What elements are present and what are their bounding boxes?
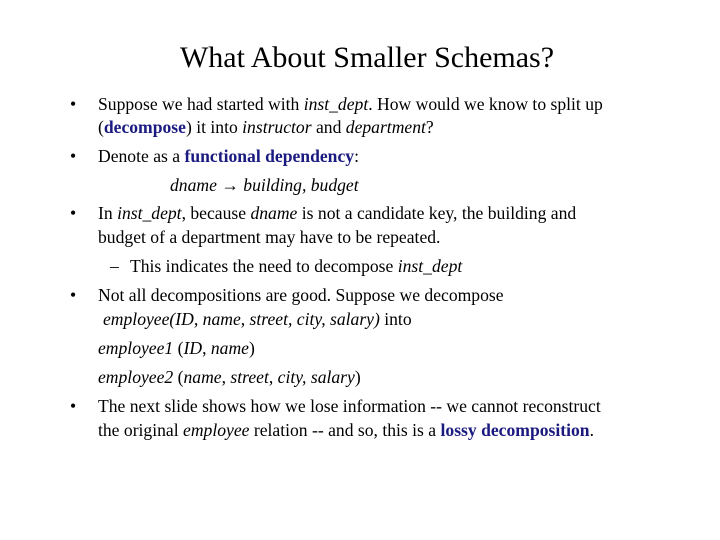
bullet-1-line-1: Suppose we had started with inst_dept. How would we know to split up [98, 94, 603, 114]
bullet-marker: • [70, 203, 77, 223]
bullet-marker: • [70, 396, 77, 416]
bullet-3-line-1: In inst_dept, because dname is not a candidate key, the building and [98, 203, 577, 223]
bullet-4-line-3: employee1 (ID, name) [98, 338, 255, 358]
slide-title: What About Smaller Schemas? [179, 41, 555, 74]
bullet-2-line-1: Denote as a functional dependency: [98, 146, 359, 166]
functional-dependency-expression: dname → building, budget [170, 175, 359, 195]
bullet-marker: • [70, 94, 77, 114]
bullet-5-line-2: the original employee relation -- and so, this is a lossy decomposition. [98, 420, 594, 440]
keyword-decompose: decompose [103, 117, 186, 137]
bullet-1-line-2: (decompose) it into instructor and department? [98, 117, 434, 137]
keyword-functional-dependency: functional dependency [184, 146, 355, 166]
bullet-4-line-1: Not all decompositions are good. Suppose we decompose [98, 285, 504, 305]
bullet-3-line-2: budget of a department may have to be repeated. [98, 227, 441, 247]
bullet-marker: • [70, 146, 77, 166]
keyword-lossy-decomposition: lossy decomposition [440, 420, 590, 440]
bullet-marker: • [70, 285, 77, 305]
sub-bullet-dash: – [110, 256, 119, 276]
sub-bullet-line: This indicates the need to decompose inst_dept [130, 256, 463, 276]
bullet-5-line-1: The next slide shows how we lose information -- we cannot reconstruct [98, 396, 601, 416]
bullet-4-line-4: employee2 (name, street, city, salary) [98, 367, 361, 387]
bullet-4-line-2: employee(ID, name, street, city, salary) into [103, 309, 412, 329]
